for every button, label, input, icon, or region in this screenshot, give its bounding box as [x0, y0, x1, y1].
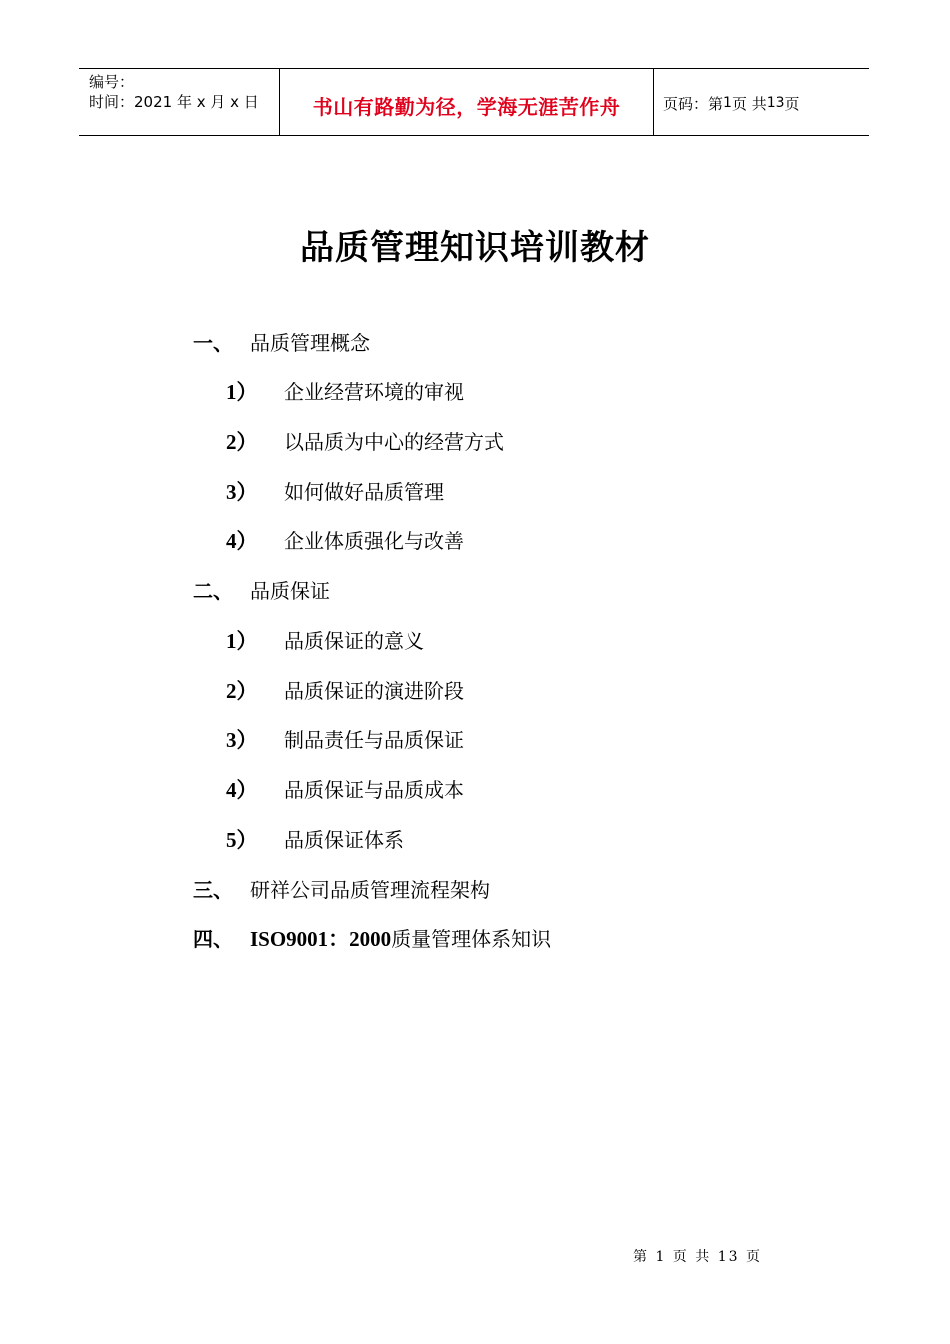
section-title: 品质管理概念: [250, 331, 370, 355]
section-title-rest: 质量管理体系知识: [391, 927, 552, 951]
header-table: [79, 68, 869, 136]
section-marker: 二、: [193, 579, 233, 603]
item-marker: 4）: [226, 778, 258, 802]
item-text: 品质保证的演进阶段: [284, 679, 464, 703]
time-label: 时间：2021 年 x 月 x 日: [89, 93, 259, 111]
item-text: 企业经营环境的审视: [284, 380, 464, 404]
section-marker: 四、: [193, 927, 233, 951]
item-marker: 1）: [226, 629, 258, 653]
item-marker: 4）: [226, 529, 258, 553]
header-motto-cell: [280, 69, 654, 135]
page-footer: 第 1 页 共 13 页: [633, 1249, 762, 1265]
page-total: 13: [766, 95, 785, 111]
item-marker: 2）: [226, 430, 258, 454]
item-marker: 3）: [226, 728, 258, 752]
item-text: 品质保证的意义: [284, 629, 424, 653]
item-marker: 1）: [226, 380, 258, 404]
item-text: 品质保证体系: [284, 828, 404, 852]
item-marker: 5）: [226, 828, 258, 852]
item-marker: 2）: [226, 679, 258, 703]
serial-number-label: 编号：: [89, 73, 135, 91]
page-label: 页码：第: [663, 94, 724, 113]
section-title: 研祥公司品质管理流程架构: [250, 878, 490, 902]
page-end: 页: [784, 94, 800, 113]
header-motto: 书山有路勤为径，学海无涯苦作舟: [312, 94, 621, 119]
section-title-standard: ISO9001：2000: [250, 927, 392, 951]
item-text: 品质保证与品质成本: [284, 778, 464, 802]
header-page-cell: [654, 69, 869, 135]
header-meta-cell: [79, 69, 280, 135]
section-title: 品质保证: [250, 579, 330, 603]
section-title: [250, 924, 551, 954]
page-mid: 页 共: [731, 94, 767, 113]
item-text: 以品质为中心的经营方式: [284, 430, 504, 454]
section-marker: 三、: [193, 878, 233, 902]
item-text: 制品责任与品质保证: [284, 728, 464, 752]
page-current: 1: [723, 95, 732, 111]
document-title: 品质管理知识培训教材: [300, 228, 650, 268]
item-marker: 3）: [226, 480, 258, 504]
section-marker: 一、: [193, 331, 233, 355]
item-text: 企业体质强化与改善: [284, 529, 464, 553]
item-text: 如何做好品质管理: [284, 480, 444, 504]
